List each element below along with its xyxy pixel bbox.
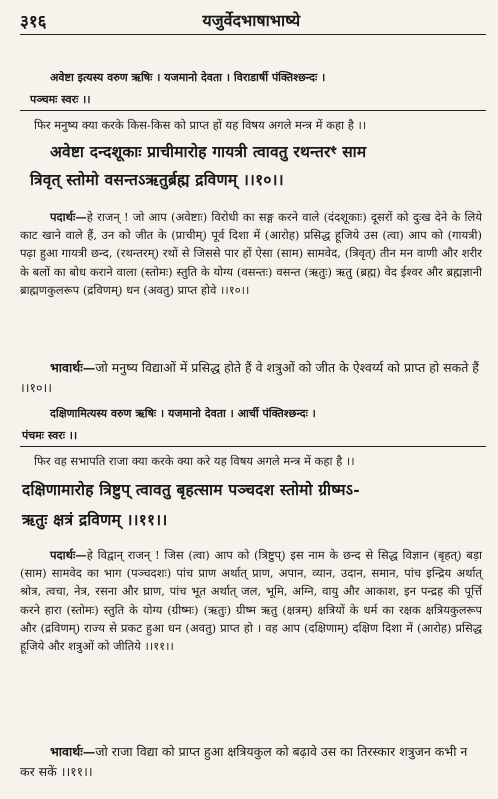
mantra-10-line1: अवेष्टा दन्दशूकाः प्राचीमारोह गायत्री त्वावतु रथन्तरꣳ साम bbox=[50, 142, 367, 161]
padartha-label: पदार्थः— bbox=[50, 210, 87, 224]
mantra-10-intro: फिर मनुष्य क्या करके किस-किस को प्राप्त हों यह विषय अगले मन्त्र में कहा है ।। bbox=[34, 118, 367, 132]
meta-rule-2 bbox=[20, 446, 486, 447]
header-rule bbox=[20, 34, 486, 35]
page-number: ३१६ bbox=[20, 11, 47, 32]
padartha-text: हे राजन् ! जो आप (अवेष्टाः) विरोधी का सङ्ग करने वाले (दंदशूकाः) दूसरों को दुःख देने के लिये काट खाने वाले हैं, उन को जीत के (प्राचीम्) पूर्व दिशा में (आरोह) प्रसिद्ध हूजिये उस (त्वा) आप को (गायत्री) पढ़ा हुआ गायत्री छन्द, (रथन्तरम्) रथों से जिससे पार हों ऐसा (साम) सामवेद, (त्रिवृत्) तीन मन वाणी और शरीर के बलों का बोध कराने वाला (स्तोमः) स्तुति के योग्य (वसन्तः) वसन्त (ऋतुः) ऋतु (ब्रह्म) वेद ईश्वर और ब्रह्मज्ञानी ब्राह्मणकुलरूप (द्रविणम्) धन (अवतु) प्राप्त होवे ।।१०।। bbox=[20, 210, 482, 297]
mantra-11-padartha bbox=[20, 546, 482, 655]
mantra-10-line2: त्रिवृत् स्तोमो वसन्तऽऋतुर्ब्रह्म द्रविणम् ।।१०।। bbox=[30, 170, 284, 189]
meta-rule bbox=[20, 110, 486, 111]
bhavartha-label: भावार्थः— bbox=[50, 360, 96, 375]
page-header bbox=[20, 8, 482, 32]
mantra-10-bhavartha bbox=[20, 358, 482, 398]
padartha-text: हे विद्वान् राजन् ! जिस (त्वा) आप को (त्रिष्टुप्) इस नाम के छन्द से सिद्ध विज्ञान (बृहत्) बड़ा (साम) सामवेद का भाग (पञ्चदशः) पांच प्राण अर्थात् प्राण, अपान, व्यान, उदान, समान, पांच इन्द्रिय अर्थात् श्रोत्र, त्वचा, नेत्र, रसना और घ्राण, पांच भूत अर्थात् जल, भूमि, अग्नि, वायु और आकाश, इन पन्द्रह की पूर्त्ति करने हारा (स्तोमः) स्तुति के योग्य (ग्रीष्मः) (ऋतुः) ग्रीष्म ऋतु (क्षत्रम्) क्षत्रियों के धर्म का रक्षक क्षत्रियकुलरूप और (द्रविणम्) राज्य से प्रकट हुआ धन (अवतु) प्राप्त हो । वह आप (दक्षिणाम्) दक्षिण दिशा में (आरोह) प्रसिद्ध हूजिये और शत्रुओं को जीतिये ।।११।। bbox=[20, 548, 482, 654]
mantra-11-meta: दक्षिणामित्यस्य वरुण ऋषिः । यजमानो देवता । आर्ची पंक्तिश्छन्दः । bbox=[50, 407, 316, 420]
running-title: यजुर्वेदभाषाभाष्ये bbox=[202, 11, 301, 30]
bhavartha-label: भावार्थः— bbox=[50, 744, 96, 759]
mantra-11-svara: पंचमः स्वरः ।। bbox=[22, 429, 78, 442]
bhavartha-text: जो मनुष्य विद्याओं में प्रसिद्ध होते हैं वे शत्रुओं को जीत के ऐश्वर्य्य को प्राप्त हो सकते हैं ।।१०।। bbox=[20, 360, 479, 395]
mantra-11-bhavartha bbox=[20, 742, 482, 782]
mantra-10-meta: अवेष्टा इत्यस्य वरुण ऋषिः । यजमानो देवता । विराडार्षी पंक्तिश्छन्दः । bbox=[50, 71, 326, 84]
padartha-label: पदार्थः— bbox=[50, 548, 87, 562]
mantra-11-line2: ऋतुः क्षत्रं द्रविणम् ।।११।। bbox=[22, 510, 168, 529]
mantra-10-svara: पञ्चमः स्वरः ।। bbox=[30, 93, 91, 106]
mantra-11-intro: फिर वह सभापति राजा क्या करके क्या करे यह विषय अगले मन्त्र में कहा है ।। bbox=[34, 454, 355, 468]
bhavartha-text: जो राजा विद्या को प्राप्त हुआ क्षत्रियकुल को बढ़ावे उस का तिरस्कार शत्रुजन कभी न कर सकें ।।११।। bbox=[20, 744, 468, 779]
mantra-10-padartha bbox=[20, 208, 482, 299]
mantra-11-line1: दक्षिणामारोह त्रिष्टुप् त्वावतु बृहत्साम पञ्चदश स्तोमो ग्रीष्मऽ- bbox=[22, 480, 360, 499]
